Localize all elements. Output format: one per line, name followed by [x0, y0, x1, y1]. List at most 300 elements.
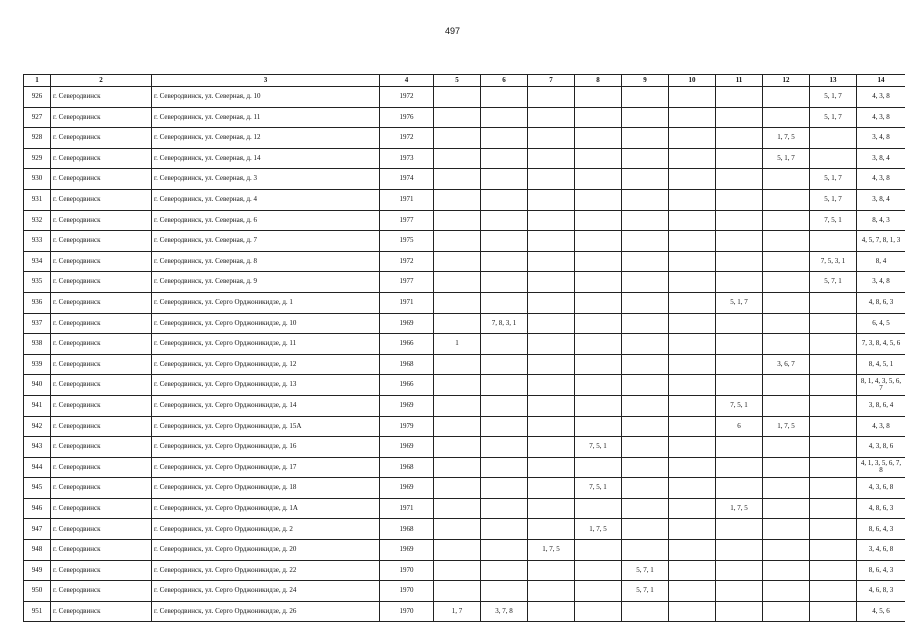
code-cell-col-12 [763, 457, 810, 478]
table-row [24, 334, 905, 355]
code-cell-col-14: 8, 4 [857, 251, 905, 272]
code-cell-col-7 [528, 416, 575, 437]
code-cell-col-6 [481, 478, 528, 499]
city-cell: г. Северодвинск [51, 128, 152, 149]
code-cell-col-12 [763, 601, 810, 622]
year-cell: 1972 [380, 128, 434, 149]
code-cell-col-9 [622, 210, 669, 231]
data-table [23, 74, 905, 622]
code-cell-col-12 [763, 313, 810, 334]
code-cell-col-6 [481, 87, 528, 108]
code-cell-col-14: 4, 3, 8, 6 [857, 437, 905, 458]
code-cell-col-9 [622, 313, 669, 334]
year-cell: 1973 [380, 148, 434, 169]
code-cell-col-8 [575, 416, 622, 437]
code-cell-col-10 [669, 251, 716, 272]
row-number-cell: 938 [24, 334, 51, 355]
code-cell-col-5 [434, 354, 481, 375]
code-cell-col-6 [481, 395, 528, 416]
code-cell-col-12 [763, 375, 810, 396]
code-cell-col-6 [481, 519, 528, 540]
header-row [24, 75, 905, 87]
code-cell-col-10 [669, 437, 716, 458]
code-cell-col-8 [575, 581, 622, 602]
code-cell-col-12: 1, 7, 5 [763, 128, 810, 149]
code-cell-col-6 [481, 148, 528, 169]
row-number-cell: 942 [24, 416, 51, 437]
code-cell-col-9 [622, 354, 669, 375]
row-number-cell: 944 [24, 457, 51, 478]
address-cell: г. Северодвинск, ул. Серго Орджоникидзе, д. 24 [152, 581, 380, 602]
row-number-cell: 931 [24, 189, 51, 210]
code-cell-col-9 [622, 540, 669, 561]
code-cell-col-8 [575, 354, 622, 375]
code-cell-col-10 [669, 540, 716, 561]
code-cell-col-8 [575, 210, 622, 231]
city-cell: г. Северодвинск [51, 169, 152, 190]
code-cell-col-8 [575, 498, 622, 519]
table-row [24, 169, 905, 190]
code-cell-col-8 [575, 560, 622, 581]
code-cell-col-14: 4, 5, 6 [857, 601, 905, 622]
row-number-cell: 927 [24, 107, 51, 128]
code-cell-col-7 [528, 560, 575, 581]
address-cell: г. Северодвинск, ул. Серго Орджоникидзе, д. 12 [152, 354, 380, 375]
code-cell-col-11 [716, 87, 763, 108]
address-cell: г. Северодвинск, ул. Северная, д. 8 [152, 251, 380, 272]
year-cell: 1971 [380, 292, 434, 313]
code-cell-col-7 [528, 210, 575, 231]
code-cell-col-10 [669, 416, 716, 437]
column-header-9: 9 [622, 75, 669, 87]
code-cell-col-14: 4, 3, 8 [857, 87, 905, 108]
code-cell-col-14: 3, 4, 6, 8 [857, 540, 905, 561]
table-row [24, 375, 905, 396]
year-cell: 1970 [380, 560, 434, 581]
code-cell-col-14: 3, 8, 4 [857, 148, 905, 169]
city-cell: г. Северодвинск [51, 313, 152, 334]
code-cell-col-9 [622, 169, 669, 190]
code-cell-col-9 [622, 519, 669, 540]
code-cell-col-12 [763, 107, 810, 128]
code-cell-col-7 [528, 601, 575, 622]
code-cell-col-8: 7, 5, 1 [575, 437, 622, 458]
city-cell: г. Северодвинск [51, 498, 152, 519]
code-cell-col-8 [575, 251, 622, 272]
code-cell-col-10 [669, 87, 716, 108]
code-cell-col-10 [669, 457, 716, 478]
column-header-12: 12 [763, 75, 810, 87]
city-cell: г. Северодвинск [51, 251, 152, 272]
city-cell: г. Северодвинск [51, 581, 152, 602]
code-cell-col-6 [481, 437, 528, 458]
year-cell: 1968 [380, 354, 434, 375]
code-cell-col-12 [763, 292, 810, 313]
code-cell-col-13: 7, 5, 3, 1 [810, 251, 857, 272]
code-cell-col-5 [434, 292, 481, 313]
code-cell-col-8 [575, 540, 622, 561]
table-row [24, 395, 905, 416]
code-cell-col-5 [434, 251, 481, 272]
address-cell: г. Северодвинск, ул. Серго Орджоникидзе, д. 22 [152, 560, 380, 581]
code-cell-col-9 [622, 498, 669, 519]
code-cell-col-6 [481, 498, 528, 519]
city-cell: г. Северодвинск [51, 457, 152, 478]
code-cell-col-13 [810, 148, 857, 169]
code-cell-col-14: 8, 6, 4, 3 [857, 519, 905, 540]
code-cell-col-7 [528, 334, 575, 355]
code-cell-col-14: 6, 4, 5 [857, 313, 905, 334]
code-cell-col-5 [434, 313, 481, 334]
row-number-cell: 937 [24, 313, 51, 334]
code-cell-col-13 [810, 498, 857, 519]
code-cell-col-14: 3, 8, 4 [857, 189, 905, 210]
code-cell-col-6 [481, 107, 528, 128]
code-cell-col-12: 5, 1, 7 [763, 148, 810, 169]
code-cell-col-10 [669, 395, 716, 416]
code-cell-col-14: 3, 4, 8 [857, 272, 905, 293]
year-cell: 1966 [380, 334, 434, 355]
code-cell-col-6 [481, 581, 528, 602]
code-cell-col-10 [669, 210, 716, 231]
row-number-cell: 932 [24, 210, 51, 231]
code-cell-col-9 [622, 395, 669, 416]
code-cell-col-5 [434, 519, 481, 540]
code-cell-col-9 [622, 457, 669, 478]
code-cell-col-13 [810, 540, 857, 561]
code-cell-col-6 [481, 292, 528, 313]
code-cell-col-5 [434, 560, 481, 581]
city-cell: г. Северодвинск [51, 189, 152, 210]
city-cell: г. Северодвинск [51, 272, 152, 293]
code-cell-col-6 [481, 169, 528, 190]
code-cell-col-11: 5, 1, 7 [716, 292, 763, 313]
year-cell: 1979 [380, 416, 434, 437]
code-cell-col-7 [528, 498, 575, 519]
code-cell-col-10 [669, 478, 716, 499]
code-cell-col-6 [481, 416, 528, 437]
code-cell-col-11 [716, 231, 763, 252]
code-cell-col-11 [716, 169, 763, 190]
row-number-cell: 947 [24, 519, 51, 540]
row-number-cell: 940 [24, 375, 51, 396]
code-cell-col-13 [810, 478, 857, 499]
code-cell-col-8 [575, 292, 622, 313]
row-number-cell: 933 [24, 231, 51, 252]
code-cell-col-13: 5, 1, 7 [810, 189, 857, 210]
city-cell: г. Северодвинск [51, 395, 152, 416]
code-cell-col-11 [716, 272, 763, 293]
code-cell-col-7 [528, 437, 575, 458]
year-cell: 1968 [380, 519, 434, 540]
address-cell: г. Северодвинск, ул. Серго Орджоникидзе, д. 14 [152, 395, 380, 416]
code-cell-col-6 [481, 251, 528, 272]
row-number-cell: 946 [24, 498, 51, 519]
year-cell: 1977 [380, 210, 434, 231]
code-cell-col-10 [669, 169, 716, 190]
code-cell-col-14: 4, 3, 6, 8 [857, 478, 905, 499]
code-cell-col-9 [622, 292, 669, 313]
code-cell-col-7 [528, 169, 575, 190]
code-cell-col-11 [716, 437, 763, 458]
code-cell-col-12 [763, 231, 810, 252]
code-cell-col-10 [669, 148, 716, 169]
city-cell: г. Северодвинск [51, 231, 152, 252]
code-cell-col-5 [434, 210, 481, 231]
table-body [24, 87, 905, 622]
code-cell-col-8 [575, 272, 622, 293]
column-header-11: 11 [716, 75, 763, 87]
code-cell-col-12 [763, 395, 810, 416]
code-cell-col-6 [481, 375, 528, 396]
code-cell-col-12 [763, 478, 810, 499]
table-row [24, 231, 905, 252]
code-cell-col-9 [622, 375, 669, 396]
code-cell-col-6 [481, 560, 528, 581]
code-cell-col-7 [528, 457, 575, 478]
code-cell-col-7 [528, 189, 575, 210]
code-cell-col-13 [810, 128, 857, 149]
year-cell: 1966 [380, 375, 434, 396]
code-cell-col-11 [716, 251, 763, 272]
code-cell-col-8 [575, 107, 622, 128]
code-cell-col-13 [810, 560, 857, 581]
table-row [24, 519, 905, 540]
code-cell-col-8 [575, 334, 622, 355]
year-cell: 1969 [380, 313, 434, 334]
code-cell-col-11: 6 [716, 416, 763, 437]
code-cell-col-6 [481, 272, 528, 293]
city-cell: г. Северодвинск [51, 416, 152, 437]
table-row [24, 560, 905, 581]
code-cell-col-11 [716, 210, 763, 231]
year-cell: 1970 [380, 581, 434, 602]
code-cell-col-12 [763, 210, 810, 231]
code-cell-col-8 [575, 128, 622, 149]
city-cell: г. Северодвинск [51, 540, 152, 561]
address-cell: г. Северодвинск, ул. Северная, д. 9 [152, 272, 380, 293]
table-row [24, 313, 905, 334]
code-cell-col-12 [763, 498, 810, 519]
year-cell: 1976 [380, 107, 434, 128]
table-row [24, 292, 905, 313]
code-cell-col-14: 3, 8, 6, 4 [857, 395, 905, 416]
year-cell: 1975 [380, 231, 434, 252]
code-cell-col-11 [716, 128, 763, 149]
code-cell-col-5 [434, 148, 481, 169]
code-cell-col-9: 5, 7, 1 [622, 560, 669, 581]
city-cell: г. Северодвинск [51, 560, 152, 581]
address-cell: г. Северодвинск, ул. Серго Орджоникидзе, д. 17 [152, 457, 380, 478]
code-cell-col-9: 5, 7, 1 [622, 581, 669, 602]
code-cell-col-8: 7, 5, 1 [575, 478, 622, 499]
code-cell-col-6 [481, 210, 528, 231]
code-cell-col-9 [622, 128, 669, 149]
city-cell: г. Северодвинск [51, 210, 152, 231]
code-cell-col-11 [716, 189, 763, 210]
address-cell: г. Северодвинск, ул. Северная, д. 7 [152, 231, 380, 252]
row-number-cell: 949 [24, 560, 51, 581]
code-cell-col-10 [669, 354, 716, 375]
code-cell-col-13 [810, 581, 857, 602]
code-cell-col-12 [763, 334, 810, 355]
code-cell-col-7 [528, 478, 575, 499]
code-cell-col-14: 3, 4, 8 [857, 128, 905, 149]
code-cell-col-9 [622, 107, 669, 128]
column-header-5: 5 [434, 75, 481, 87]
table-row [24, 87, 905, 108]
code-cell-col-9 [622, 251, 669, 272]
code-cell-col-10 [669, 560, 716, 581]
code-cell-col-12 [763, 437, 810, 458]
table-row [24, 272, 905, 293]
code-cell-col-6: 3, 7, 8 [481, 601, 528, 622]
code-cell-col-11: 7, 5, 1 [716, 395, 763, 416]
code-cell-col-7 [528, 128, 575, 149]
code-cell-col-13: 5, 1, 7 [810, 169, 857, 190]
row-number-cell: 939 [24, 354, 51, 375]
code-cell-col-8 [575, 231, 622, 252]
code-cell-col-10 [669, 334, 716, 355]
code-cell-col-10 [669, 107, 716, 128]
code-cell-col-10 [669, 231, 716, 252]
address-cell: г. Северодвинск, ул. Северная, д. 14 [152, 148, 380, 169]
year-cell: 1972 [380, 87, 434, 108]
year-cell: 1969 [380, 437, 434, 458]
code-cell-col-9 [622, 272, 669, 293]
table-row [24, 148, 905, 169]
address-cell: г. Северодвинск, ул. Северная, д. 6 [152, 210, 380, 231]
code-cell-col-12 [763, 272, 810, 293]
code-cell-col-11 [716, 354, 763, 375]
column-header-14: 14 [857, 75, 905, 87]
year-cell: 1969 [380, 540, 434, 561]
code-cell-col-12 [763, 251, 810, 272]
table-row [24, 581, 905, 602]
address-cell: г. Северодвинск, ул. Северная, д. 11 [152, 107, 380, 128]
code-cell-col-9 [622, 478, 669, 499]
code-cell-col-6: 7, 8, 3, 1 [481, 313, 528, 334]
code-cell-col-14: 8, 4, 5, 1 [857, 354, 905, 375]
code-cell-col-13 [810, 231, 857, 252]
code-cell-col-9 [622, 437, 669, 458]
code-cell-col-13 [810, 334, 857, 355]
year-cell: 1971 [380, 498, 434, 519]
code-cell-col-8 [575, 189, 622, 210]
code-cell-col-14: 4, 3, 8 [857, 107, 905, 128]
address-cell: г. Северодвинск, ул. Серго Орджоникидзе, д. 1 [152, 292, 380, 313]
column-header-7: 7 [528, 75, 575, 87]
code-cell-col-12: 3, 6, 7 [763, 354, 810, 375]
code-cell-col-14: 4, 6, 8, 3 [857, 581, 905, 602]
code-cell-col-7 [528, 148, 575, 169]
year-cell: 1974 [380, 169, 434, 190]
code-cell-col-12 [763, 581, 810, 602]
code-cell-col-8: 1, 7, 5 [575, 519, 622, 540]
address-cell: г. Северодвинск, ул. Серго Орджоникидзе, д. 20 [152, 540, 380, 561]
column-header-1: 1 [24, 75, 51, 87]
table-row [24, 107, 905, 128]
column-header-6: 6 [481, 75, 528, 87]
row-number-cell: 935 [24, 272, 51, 293]
city-cell: г. Северодвинск [51, 375, 152, 396]
code-cell-col-11 [716, 457, 763, 478]
code-cell-col-5 [434, 478, 481, 499]
table-row [24, 128, 905, 149]
address-cell: г. Северодвинск, ул. Северная, д. 3 [152, 169, 380, 190]
code-cell-col-5 [434, 540, 481, 561]
code-cell-col-12 [763, 87, 810, 108]
code-cell-col-5 [434, 457, 481, 478]
address-cell: г. Северодвинск, ул. Серго Орджоникидзе, д. 13 [152, 375, 380, 396]
table-row [24, 210, 905, 231]
code-cell-col-11 [716, 107, 763, 128]
code-cell-col-9 [622, 231, 669, 252]
code-cell-col-5 [434, 189, 481, 210]
code-cell-col-14: 4, 8, 6, 3 [857, 498, 905, 519]
code-cell-col-10 [669, 128, 716, 149]
code-cell-col-13 [810, 437, 857, 458]
address-cell: г. Северодвинск, ул. Серго Орджоникидзе, д. 2 [152, 519, 380, 540]
code-cell-col-12 [763, 560, 810, 581]
code-cell-col-13 [810, 457, 857, 478]
code-cell-col-13 [810, 416, 857, 437]
code-cell-col-10 [669, 375, 716, 396]
code-cell-col-14: 4, 1, 3, 5, 6, 7, 8 [857, 457, 905, 478]
row-number-cell: 929 [24, 148, 51, 169]
code-cell-col-14: 4, 3, 8 [857, 416, 905, 437]
code-cell-col-14: 4, 3, 8 [857, 169, 905, 190]
code-cell-col-12: 1, 7, 5 [763, 416, 810, 437]
code-cell-col-7 [528, 375, 575, 396]
code-cell-col-7 [528, 272, 575, 293]
code-cell-col-7 [528, 87, 575, 108]
code-cell-col-5 [434, 128, 481, 149]
code-cell-col-7 [528, 354, 575, 375]
code-cell-col-6 [481, 354, 528, 375]
year-cell: 1969 [380, 478, 434, 499]
code-cell-col-13 [810, 519, 857, 540]
address-cell: г. Северодвинск, ул. Серго Орджоникидзе, д. 26 [152, 601, 380, 622]
code-cell-col-13: 5, 1, 7 [810, 87, 857, 108]
code-cell-col-5: 1 [434, 334, 481, 355]
table-row [24, 601, 905, 622]
address-cell: г. Северодвинск, ул. Серго Орджоникидзе, д. 18 [152, 478, 380, 499]
row-number-cell: 943 [24, 437, 51, 458]
row-number-cell: 945 [24, 478, 51, 499]
code-cell-col-13: 5, 7, 1 [810, 272, 857, 293]
table-row [24, 416, 905, 437]
row-number-cell: 950 [24, 581, 51, 602]
city-cell: г. Северодвинск [51, 148, 152, 169]
year-cell: 1971 [380, 189, 434, 210]
code-cell-col-7 [528, 581, 575, 602]
year-cell: 1968 [380, 457, 434, 478]
year-cell: 1972 [380, 251, 434, 272]
city-cell: г. Северодвинск [51, 354, 152, 375]
code-cell-col-13 [810, 313, 857, 334]
code-cell-col-7 [528, 231, 575, 252]
column-header-13: 13 [810, 75, 857, 87]
code-cell-col-8 [575, 601, 622, 622]
code-cell-col-12 [763, 540, 810, 561]
address-cell: г. Северодвинск, ул. Северная, д. 10 [152, 87, 380, 108]
code-cell-col-6 [481, 189, 528, 210]
code-cell-col-11: 1, 7, 5 [716, 498, 763, 519]
city-cell: г. Северодвинск [51, 334, 152, 355]
row-number-cell: 936 [24, 292, 51, 313]
code-cell-col-9 [622, 148, 669, 169]
